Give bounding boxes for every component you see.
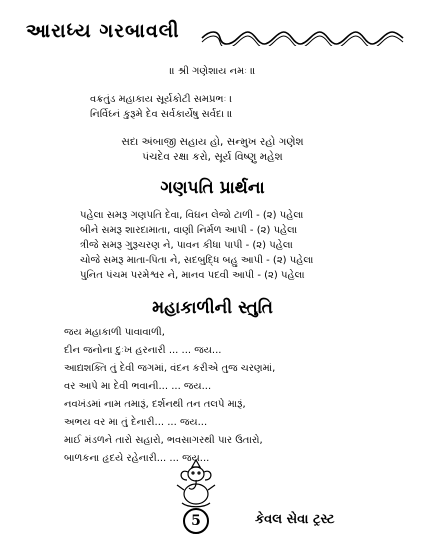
stuti-line: વર આપે મા દેવી ભવાની... ... જય... <box>64 381 212 392</box>
shloka-line: નિર્વિઘ્નં કુરૂમે દેવ સર્વકાર્યેષુ સર્વદા ॥ <box>90 109 233 120</box>
page-number: 5 <box>183 508 209 534</box>
blessing-line: પંચદેવ રક્ષા કરો, સૂર્ય વિષ્ણુ મહેશ <box>142 151 283 163</box>
invocation: ॥ શ્રી ગણેશાય નમઃ ॥ <box>169 66 256 77</box>
shloka-line: વક્રતુંડ મહાકાય સૂર્યકોટી સમપ્રભઃ । <box>90 94 233 105</box>
prayer-line: ચોજે સમરૂ માતા-પિતા ને, સદબુદ્ધિ બહુ આપી - (૨) પહેલા <box>80 255 314 266</box>
stuti-line: નવખંડમાં નામ તમારૂં, દર્શનથી તન તલપે મારૂં, <box>64 399 246 410</box>
book-title: આરાધ્ય ગરબાવલી <box>26 20 180 42</box>
mahakali-heading: મહાકાળીની સ્તુતિ <box>152 298 273 318</box>
blessing-line: સદા અંબાજી સહાય હો, સન્મુખ રહો ગણેશ <box>121 136 304 148</box>
prayer-line: બીને સમરૂ શારદામાતા, વાણી નિર્મળ આપી - (૨) પહેલા <box>80 225 298 236</box>
stuti-line: જય મહાકાળી પાવાવાળી, <box>64 327 165 338</box>
stuti-line: અભય વર મા તું દેનારી... ... જય... <box>64 417 208 428</box>
prayer-line: ત્રીજે સમરૂ ગુરૂચરણ ને, પાવન કીધા પાપી - (૨) પહેલા <box>80 240 293 251</box>
stuti-line: દીન જનોના દુઃખ હરનારી ... ... જય... <box>64 345 222 356</box>
prayer-line: પુનિત પંચમ પરમેશ્વર ને, માનવ પદવી આપી - (૨) પહેલા <box>80 270 305 281</box>
trust-name: કેવલ સેવા ટ્રસ્ટ <box>255 512 335 527</box>
stuti-line: બાળકના હૃદયે રહેનારી... ... જય... <box>64 453 210 464</box>
prayer-line: પહેલા સમરૂ ગણપતિ દેવા, વિઘન લેજો ટાળી - (૨) પહેલા <box>80 210 304 221</box>
ganesh-illustration <box>170 458 222 510</box>
header-ornament <box>200 30 405 46</box>
stuti-line: માઈ મંડળને તારો સહારો, ભવસાગરથી પાર ઉતારો, <box>64 435 263 446</box>
ganpati-heading: ગણપતિ પ્રાર્થના <box>160 178 265 198</box>
stuti-line: આદ્યશક્તિ તું દેવી જગમાં, વંદન કરીએ તુજ ચરણમાં, <box>64 363 276 374</box>
